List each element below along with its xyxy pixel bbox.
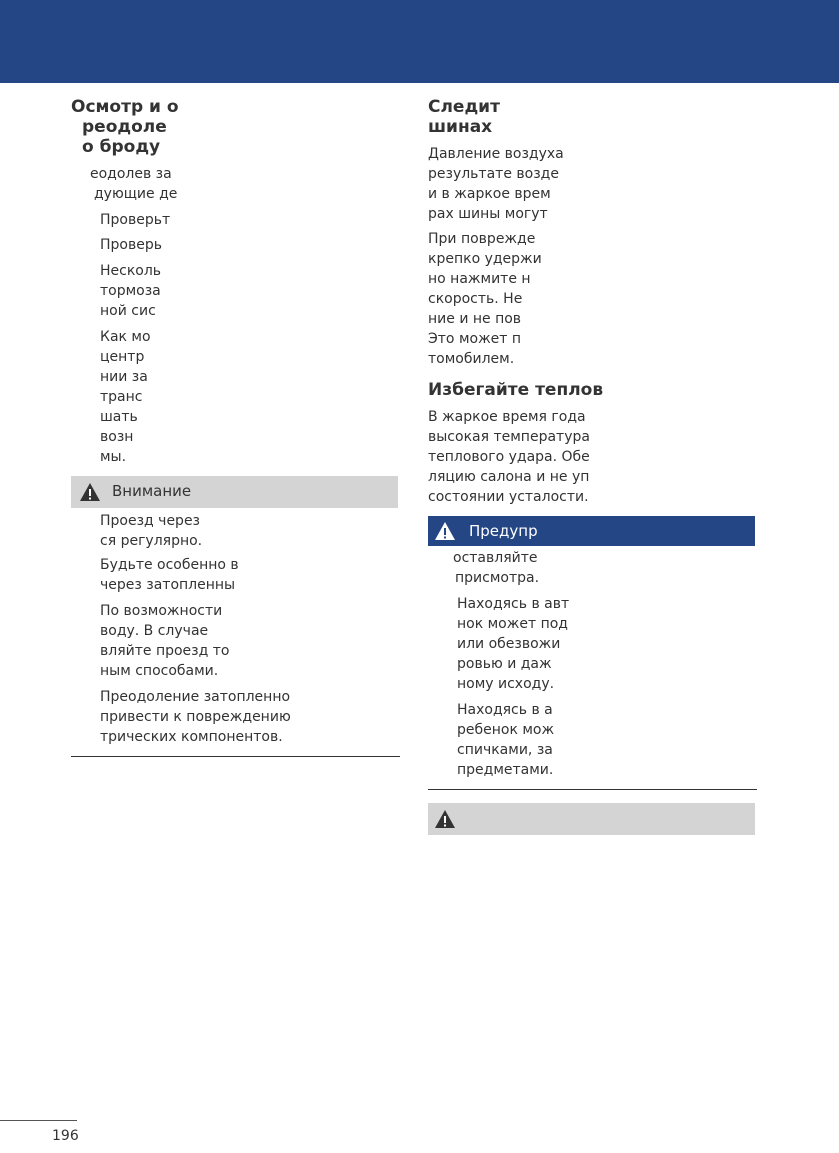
warning-item-1-line-2: нок может под [457, 616, 568, 632]
footer-rule [0, 1120, 77, 1121]
right-para1-line-1: Давление воздуха [428, 146, 564, 162]
left-item-1-line-1: Проверьт [100, 212, 171, 228]
left-item-4-line-7: мы. [100, 449, 127, 465]
left-intro-line-1: еодолев за [90, 166, 172, 182]
warning-icon [434, 809, 456, 829]
caution-label: Внимание [112, 482, 192, 500]
warning-end-rule [428, 789, 757, 790]
left-title-line-1: Осмотр и о [71, 97, 179, 117]
left-item-4-line-5: шать [100, 409, 138, 425]
header-band [0, 0, 839, 83]
warning-intro-line-2: присмотра. [455, 570, 540, 586]
caution-item-3-line-1: По возможности [100, 603, 223, 619]
caution-item-3-line-3: вляйте проезд то [100, 643, 230, 659]
right-title-line-2: шинах [428, 117, 493, 137]
warning-item-2-line-2: ребенок мож [457, 722, 555, 738]
caution-item-2-line-1: Будьте особенно в [100, 557, 239, 573]
left-item-2-line-1: Проверь [100, 237, 162, 253]
left-item-4-line-4: транс [100, 389, 143, 405]
warning-label: Предупр [469, 522, 538, 540]
left-title-line-3: о броду [82, 137, 161, 157]
warning-item-1-line-1: Находясь в авт [457, 596, 570, 612]
caution-end-rule [71, 756, 400, 757]
right-para2-line-2: крепко удержи [428, 251, 542, 267]
left-item-4-line-1: Как мо [100, 329, 151, 345]
left-item-3-line-1: Несколь [100, 263, 162, 279]
bottom-caution-bar [428, 803, 755, 835]
warning-item-2-line-1: Находясь в а [457, 702, 553, 718]
caution-item-2-line-2: через затопленны [100, 577, 236, 593]
left-intro-line-2: дующие де [94, 186, 178, 202]
right-para2-line-4: скорость. Не [428, 291, 523, 307]
left-item-4-line-3: нии за [100, 369, 148, 385]
caution-item-1-line-1: Проезд через [100, 513, 200, 529]
right-para2-line-5: ние и не пов [428, 311, 522, 327]
right-para1-line-3: и в жаркое врем [428, 186, 551, 202]
caution-item-3-line-2: воду. В случае [100, 623, 209, 639]
right-para2-line-1: При поврежде [428, 231, 536, 247]
caution-item-4-line-1: Преодоление затопленно [100, 689, 291, 705]
warning-item-2-line-3: спичками, за [457, 742, 553, 758]
right-para2-line-7: томобилем. [428, 351, 515, 367]
warning-icon [434, 521, 456, 541]
warning-icon [79, 482, 101, 502]
caution-item-4-line-3: трических компонентов. [100, 729, 283, 745]
right-heading-2: Избегайте теплов [428, 380, 604, 400]
right-para3-line-5: состоянии усталости. [428, 489, 589, 505]
left-item-4-line-2: центр [100, 349, 145, 365]
right-title-line-1: Следит [428, 97, 500, 117]
right-para3-line-1: В жаркое время года [428, 409, 586, 425]
right-para2-line-3: но нажмите н [428, 271, 531, 287]
warning-item-1-line-3: или обезвожи [457, 636, 561, 652]
left-item-4-line-6: возн [100, 429, 134, 445]
warning-item-1-line-4: ровью и даж [457, 656, 552, 672]
page-number: 196 [52, 1128, 79, 1144]
left-title-line-2: реодоле [82, 117, 167, 137]
left-item-3-line-2: тормоза [100, 283, 161, 299]
right-para3-line-2: высокая температура [428, 429, 590, 445]
caution-item-3-line-4: ным способами. [100, 663, 219, 679]
right-para3-line-4: ляцию салона и не уп [428, 469, 590, 485]
warning-intro-line-1: оставляйте [453, 550, 538, 566]
right-para1-line-2: результате возде [428, 166, 559, 182]
right-para3-line-3: теплового удара. Обе [428, 449, 590, 465]
warning-item-2-line-4: предметами. [457, 762, 554, 778]
right-para2-line-6: Это может п [428, 331, 522, 347]
warning-item-1-line-5: ному исходу. [457, 676, 555, 692]
left-item-3-line-3: ной сис [100, 303, 156, 319]
right-para1-line-4: рах шины могут [428, 206, 548, 222]
caution-item-1-line-2: ся регулярно. [100, 533, 203, 549]
caution-item-4-line-2: привести к повреждению [100, 709, 291, 725]
